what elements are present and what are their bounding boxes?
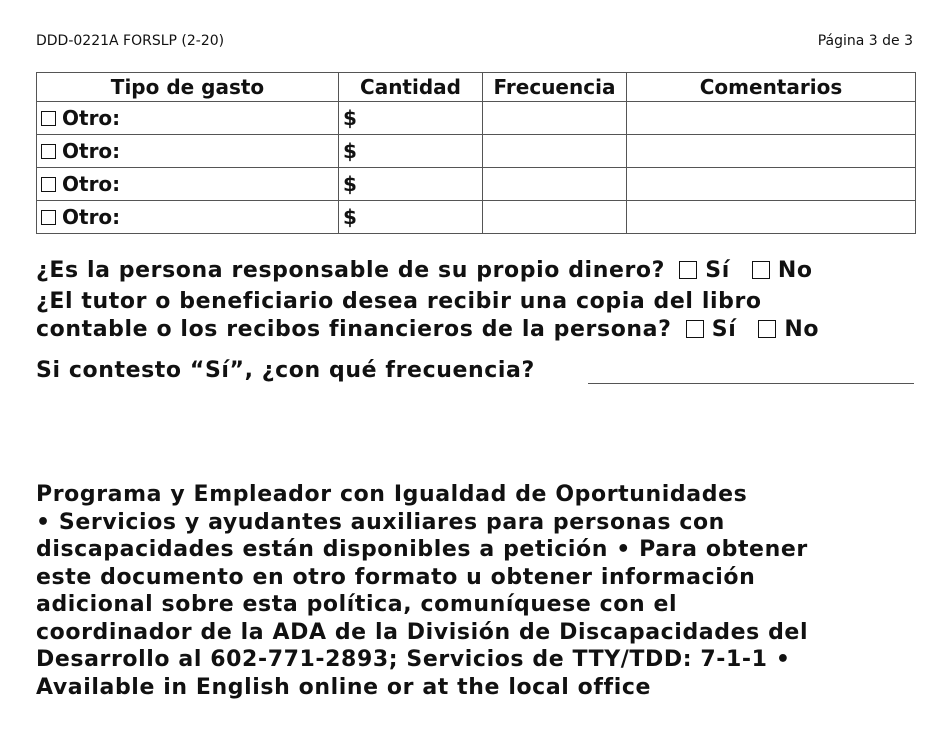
- currency-symbol: $: [343, 139, 357, 163]
- amount-cell[interactable]: [339, 201, 483, 234]
- expense-type-cell: [37, 168, 339, 201]
- comments-cell[interactable]: [627, 201, 916, 234]
- column-header-frequency: Frecuencia: [483, 73, 627, 102]
- frequency-cell[interactable]: [483, 168, 627, 201]
- expense-type-label: Otro:: [62, 139, 121, 163]
- frequency-cell[interactable]: [483, 135, 627, 168]
- checkbox-other-3[interactable]: [41, 177, 56, 192]
- expense-table: [36, 72, 916, 234]
- option-yes-label: Sí: [705, 258, 730, 283]
- page-number: Página 3 de 3: [817, 33, 913, 49]
- question-frequency: Si contesto “Sí”, ¿con qué frecuencia?: [36, 358, 535, 383]
- checkbox-no[interactable]: [752, 261, 770, 279]
- expense-type-label: Otro:: [62, 106, 121, 130]
- comments-cell[interactable]: [627, 102, 916, 135]
- question-copy-line-2: [36, 316, 819, 344]
- frequency-cell[interactable]: [483, 201, 627, 234]
- comments-cell[interactable]: [627, 135, 916, 168]
- checkbox-yes[interactable]: [679, 261, 697, 279]
- expense-type-label: Otro:: [62, 172, 121, 196]
- equal-opportunity-notice: Programa y Empleador con Igualdad de Oportunidades • Servicios y ayudantes auxiliares para personas con discapacidades están disponibles a petición • Para obtener este documento en otro formato u obtener información adicional sobre esta política, comuníquese con el coordinador de la ADA de la División de Discapacidades del Desarrollo al 602-771-2893; Servicios de TTY/TDD: 7-1-1 • Available in English online or at the local office: [36, 482, 809, 700]
- table-row: [37, 168, 916, 201]
- column-header-comments: Comentarios: [627, 73, 916, 102]
- frequency-cell[interactable]: [483, 102, 627, 135]
- expense-type-cell: [37, 201, 339, 234]
- checkbox-other-4[interactable]: [41, 210, 56, 225]
- checkbox-yes[interactable]: [686, 320, 704, 338]
- question-text: contable o los recibos financieros de la persona?: [36, 317, 672, 342]
- table-header-row: [37, 73, 916, 102]
- option-no-label: No: [784, 317, 820, 342]
- amount-cell[interactable]: [339, 168, 483, 201]
- form-id: DDD-0221A FORSLP (2-20): [36, 33, 225, 49]
- option-no-label: No: [777, 258, 813, 283]
- question-copy-line-1: ¿El tutor o beneficiario desea recibir una copia del libro: [36, 289, 762, 314]
- table-row: [37, 201, 916, 234]
- amount-cell[interactable]: [339, 135, 483, 168]
- currency-symbol: $: [343, 172, 357, 196]
- question-text: ¿Es la persona responsable de su propio dinero?: [36, 258, 665, 283]
- table-row: [37, 102, 916, 135]
- column-header-amount: Cantidad: [339, 73, 483, 102]
- option-yes-label: Sí: [711, 317, 737, 342]
- option-no[interactable]: [758, 317, 819, 342]
- currency-symbol: $: [343, 106, 357, 130]
- option-yes[interactable]: [679, 258, 730, 283]
- comments-cell[interactable]: [627, 168, 916, 201]
- expense-type-label: Otro:: [62, 205, 121, 229]
- expense-type-cell: [37, 135, 339, 168]
- frequency-answer-line[interactable]: [588, 383, 914, 384]
- expense-type-cell: [37, 102, 339, 135]
- question-manages-own-money: [36, 257, 813, 285]
- checkbox-no[interactable]: [758, 320, 776, 338]
- checkbox-other-2[interactable]: [41, 144, 56, 159]
- currency-symbol: $: [343, 205, 357, 229]
- option-yes[interactable]: [686, 317, 737, 342]
- checkbox-other-1[interactable]: [41, 111, 56, 126]
- option-no[interactable]: [752, 258, 813, 283]
- amount-cell[interactable]: [339, 102, 483, 135]
- table-row: [37, 135, 916, 168]
- column-header-type: Tipo de gasto: [37, 73, 339, 102]
